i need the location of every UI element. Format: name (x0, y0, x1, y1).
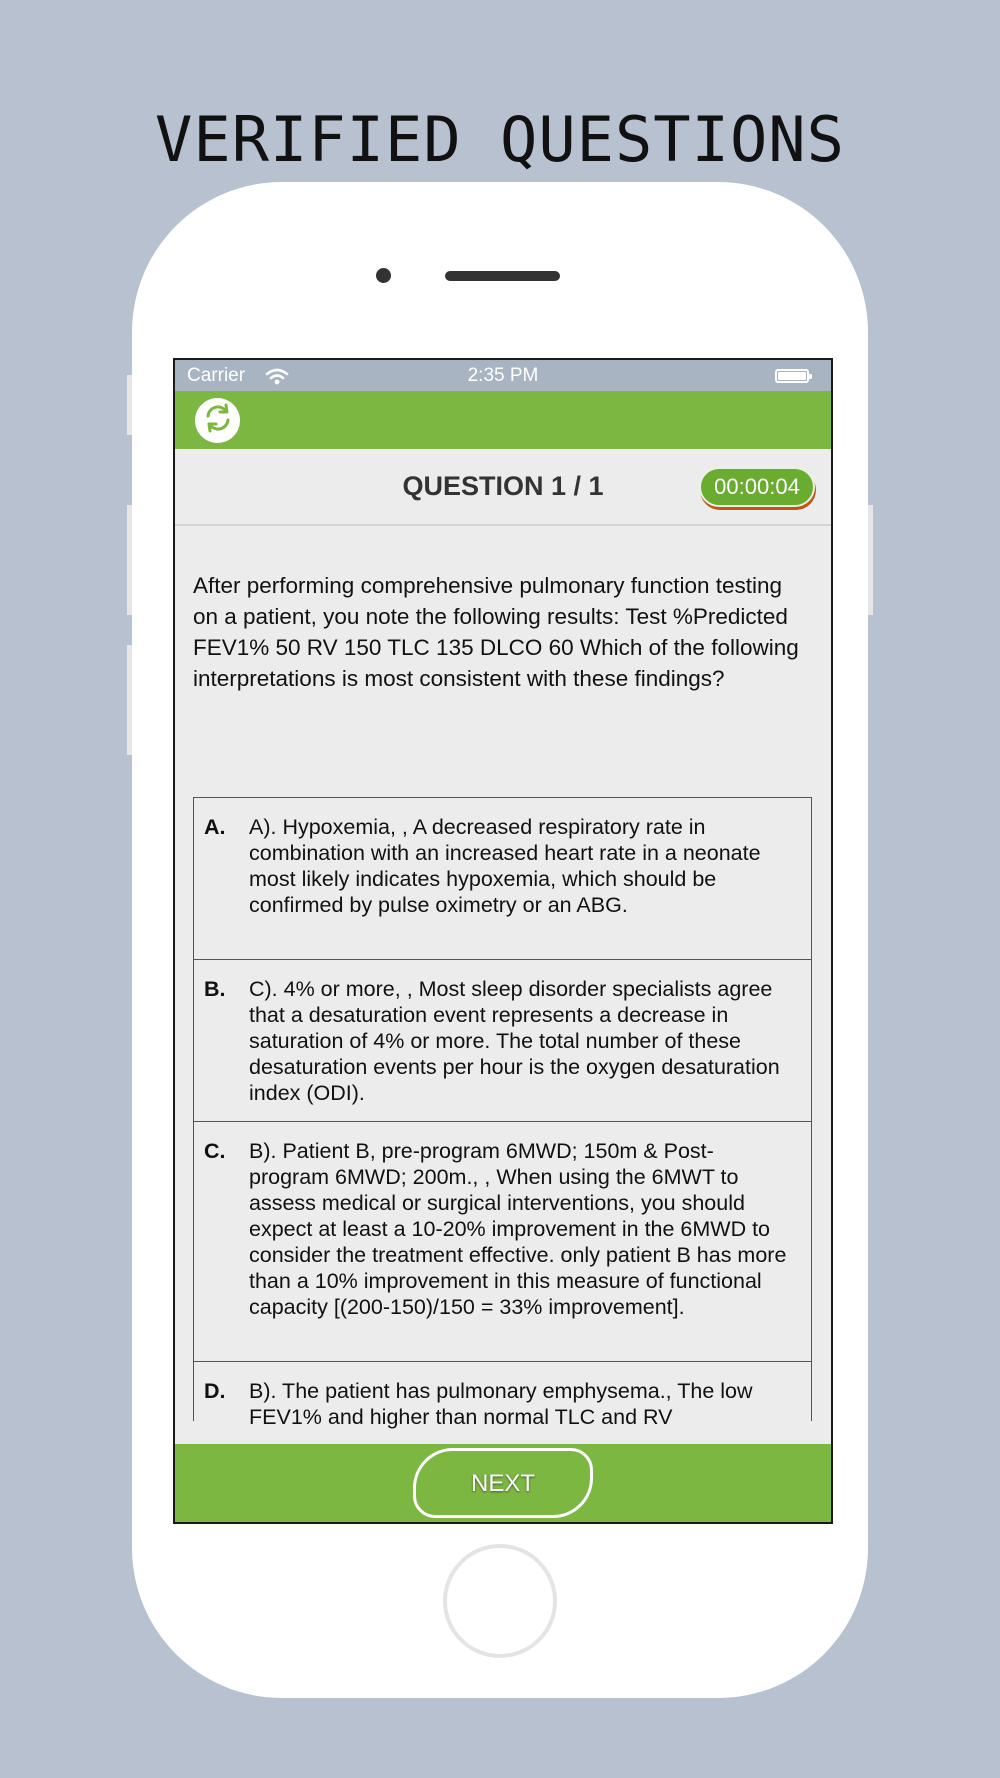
question-text: After performing comprehensive pulmonary function testing on a patient, you note the following results: Test %Predicted FEV1% 50 RV 150 TLC 135 DLCO 60 Which of the following interpretations is most consistent with these findings? (193, 573, 799, 691)
answer-list[interactable] (193, 797, 812, 1429)
answer-text: C). 4% or more, , Most sleep disorder specialists agree that a desaturation event represents a decrease in saturation of 4% or more. The total number of these desaturation events per hour is the oxygen desaturation index (ODI). (249, 977, 780, 1105)
status-time: 2:35 PM (467, 365, 539, 386)
question-counter: QUESTION 1 / 1 (402, 471, 604, 501)
app-screen (173, 358, 833, 1524)
answer-text: A). Hypoxemia, , A decreased respiratory rate in combination with an increased heart rate in a neonate most likely indicates hypoxemia, which should be confirmed by pulse oximetry or an ABG. (249, 815, 761, 917)
top-bar (175, 391, 831, 449)
promo-title: VERIFIED QUESTIONS (155, 103, 845, 176)
phone-speaker (445, 271, 560, 281)
refresh-button[interactable] (195, 398, 240, 443)
answer-letter: D. (204, 1379, 226, 1403)
answer-text: B). Patient B, pre-program 6MWD; 150m & Post-program 6MWD; 200m., , When using the 6MWT to assess medical or surgical interventions, you should expect at least a 10-20% improvement in the 6MWD to consider the treatment effective. only patient B has more than a 10% improvement in this measure of functional capacity [(200-150)/150 = 33% improvement]. (249, 1139, 787, 1319)
timer-badge: 00:00:04 (699, 467, 815, 507)
answer-option-a[interactable] (193, 797, 812, 959)
answer-option-b[interactable] (193, 959, 812, 1121)
question-header (175, 449, 831, 526)
status-carrier: Carrier (187, 365, 246, 386)
answer-letter: B. (204, 977, 226, 1001)
refresh-icon (201, 401, 235, 440)
answer-option-c[interactable] (193, 1121, 812, 1361)
phone-home-button[interactable] (443, 1544, 557, 1658)
answer-letter: C. (204, 1139, 226, 1163)
bottom-bar (175, 1444, 831, 1522)
answer-option-d[interactable] (193, 1361, 812, 1429)
answer-letter: A. (204, 815, 226, 839)
phone-camera (376, 268, 391, 283)
answer-text: B). The patient has pulmonary emphysema., The low FEV1% and higher than normal TLC and RV (249, 1379, 753, 1429)
battery-icon (775, 369, 809, 383)
next-button[interactable]: NEXT (413, 1448, 593, 1518)
phone-power-button (868, 505, 873, 615)
status-bar (175, 360, 831, 391)
